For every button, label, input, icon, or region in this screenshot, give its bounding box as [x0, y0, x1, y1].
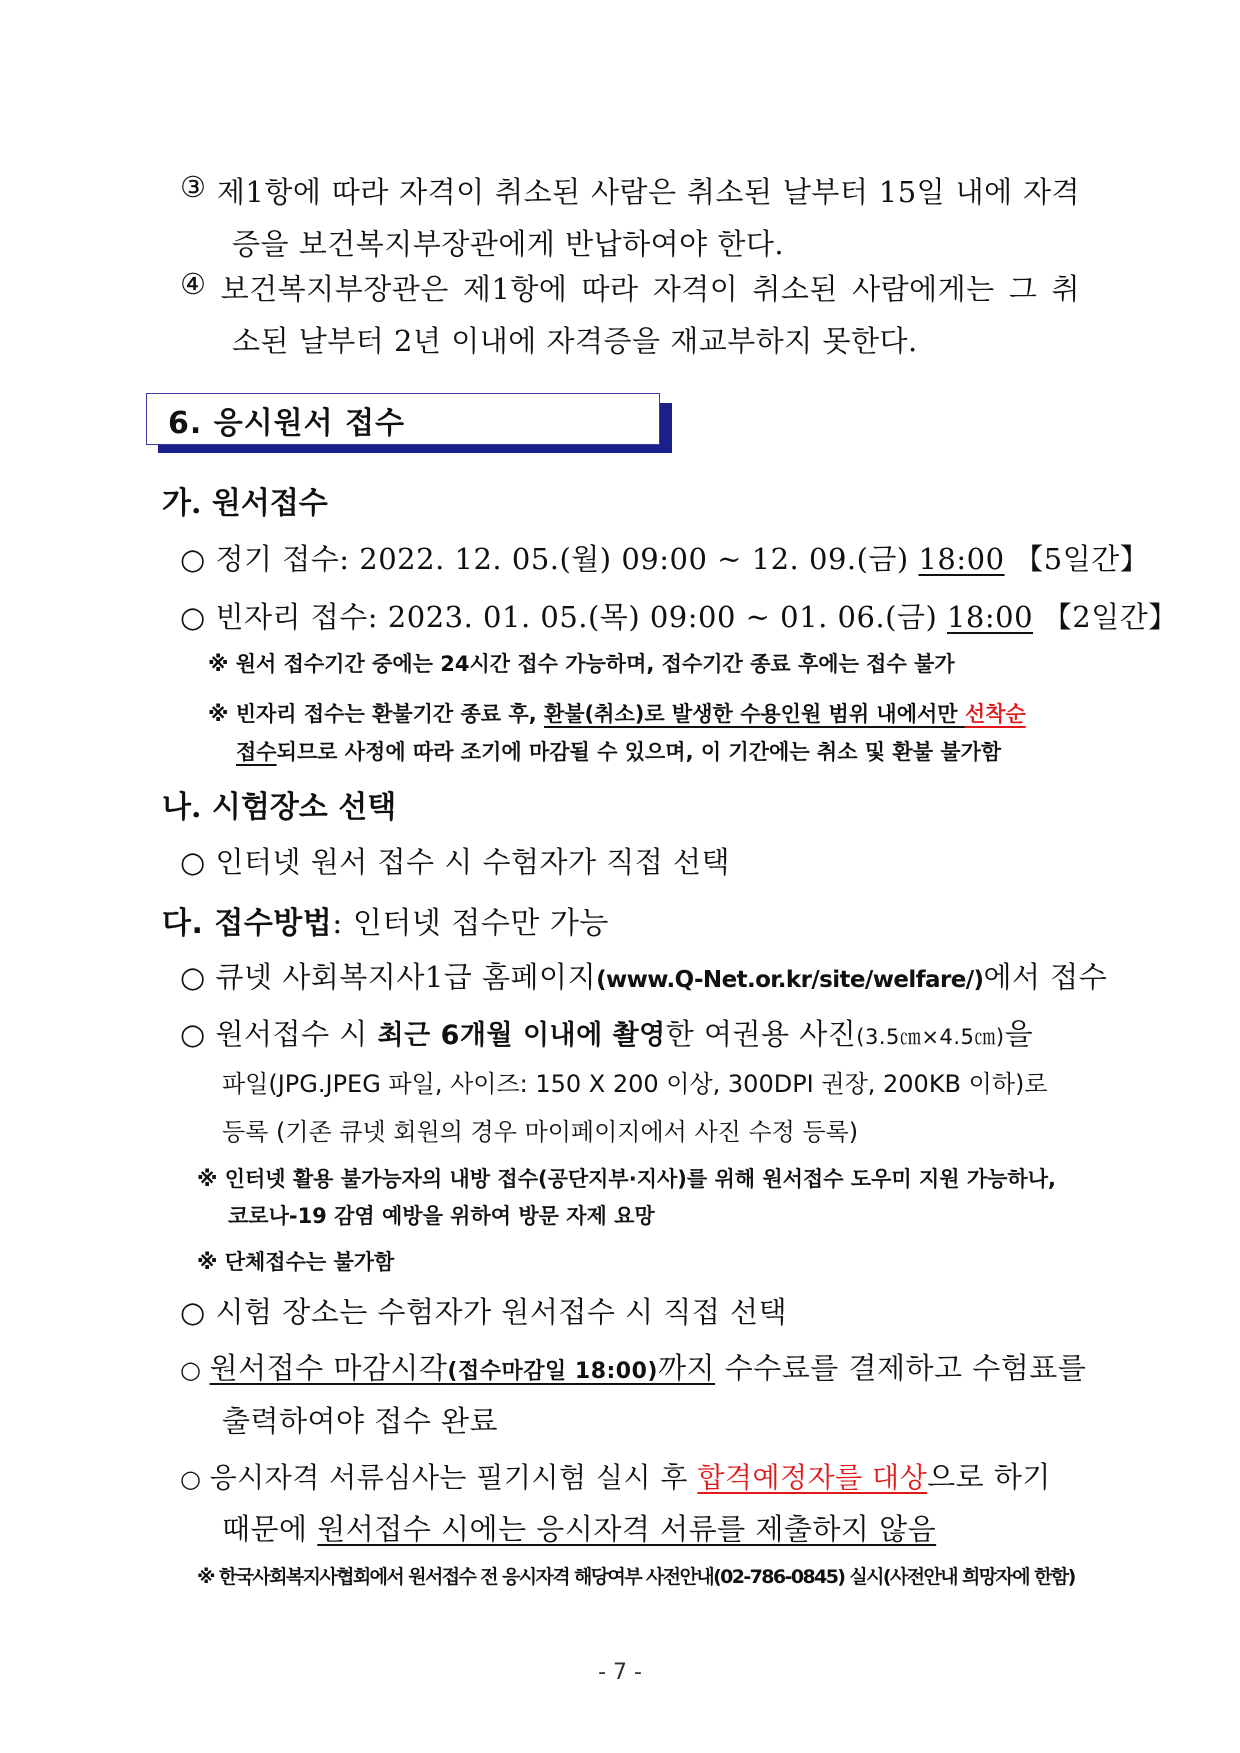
deadline-text: [210, 1351, 715, 1385]
clause-word: 사람에게는: [852, 272, 995, 306]
note-vacancy-refund-text: 환불(취소)로 발생한 수용인원 범위 내에서만: [543, 702, 965, 726]
clause-word: 그: [1008, 272, 1038, 306]
note-vacancy-text: ※ 빈자리 접수는 환불기간 종료 후,: [208, 702, 544, 726]
deadline-label: 원서접수 마감시각: [209, 1351, 448, 1385]
clause-word: 따라: [581, 272, 639, 306]
note-vacancy-line-2: [236, 736, 1001, 766]
review-item-line-2: [222, 1507, 936, 1548]
regular-period: [180, 537, 1149, 578]
photo-item-line-3: 등록 (기존 큐넷 회원의 경우 마이페이지에서 사진 수정 등록): [222, 1118, 859, 1146]
deadline-text-end: 수수료를 결제하고 수험표를: [715, 1351, 1087, 1385]
deadline-time: (접수마감일 18:00): [447, 1359, 658, 1384]
clause-word: 취소된: [752, 272, 838, 306]
note-vacancy-accept: 접수: [236, 740, 277, 764]
regular-duration: 【5일간】: [1004, 542, 1150, 576]
review-target: 합격예정자를 대상: [697, 1461, 928, 1494]
clause-3-line-1: [180, 170, 1080, 211]
photo-item-line-2: 파일(JPG.JPEG 파일, 사이즈: 150 X 200 이상, 300DPI 권장, 200KB 이하)로: [222, 1070, 1048, 1098]
heading-da-rest: : 인터넷 접수만 가능: [332, 906, 609, 941]
regular-period-text: ○ 정기 접수: 2022. 12. 05.(월) 09:00 ~ 12. 09.(금): [180, 542, 919, 576]
note-vacancy-first-come: 선착순: [964, 702, 1026, 726]
photo-recent: 최근 6개월 이내에 촬영: [377, 1020, 666, 1051]
note-association: ※ 한국사회복지사협회에서 원서접수 전 응시자격 해당여부 사전안내(02-786-0845) 실시(사전안내 희망자에 한함): [197, 1566, 1075, 1588]
photo-text: ○ 원서접수 시: [180, 1017, 378, 1051]
place-selection-item: ○ 인터넷 원서 접수 시 수험자가 직접 선택: [180, 845, 731, 879]
clause-word: 날부터: [782, 175, 869, 209]
clause-word: ③: [180, 170, 207, 204]
vacancy-period-text: ○ 빈자리 접수: 2023. 01. 05.(목) 09:00 ~ 01. 06.(금): [180, 600, 947, 634]
clause-word: 자격: [1022, 175, 1080, 209]
deadline-until: 까지: [657, 1351, 716, 1385]
clause-word: 15일: [878, 175, 946, 209]
note-vacancy-rest: 되므로 사정에 따라 조기에 마감될 수 있으며, 이 기간에는 취소 및 환불 불가함: [276, 740, 1002, 764]
heading-da-title: 다. 접수방법: [162, 906, 333, 941]
heading-da: [162, 898, 609, 942]
clause-4-line-2: 소된 날부터 2년 이내에 자격증을 재교부하지 못한다.: [232, 324, 918, 358]
photo-item-line-1: [180, 1012, 1033, 1053]
note-visit-line-2: 코로나-19 감염 예방을 위하여 방문 자제 요망: [228, 1204, 655, 1228]
note-24h: ※ 원서 접수기간 중에는 24시간 접수 가능하며, 접수기간 종료 후에는 접수 불가: [208, 652, 955, 676]
regular-deadline-time: 18:00: [918, 542, 1005, 576]
clause-3-line-2: 증을 보건복지부장관에게 반납하여야 한다.: [232, 227, 785, 261]
page-number: - 7 -: [598, 1660, 642, 1685]
qnet-text: ○ 큐넷 사회복지사1급 홈페이지: [180, 960, 597, 994]
clause-word: 자격이: [399, 175, 485, 209]
section-box-shadow-bottom: [158, 445, 672, 453]
qnet-text-end: 에서 접수: [983, 960, 1108, 994]
review-line-2-prefix: 때문에: [222, 1512, 318, 1546]
section-title: 6. 응시원서 접수: [168, 406, 406, 441]
note-vacancy-line-1: [208, 698, 1026, 728]
bullet: ○: [180, 1465, 210, 1493]
clause-word: 제1항에: [216, 175, 322, 209]
exam-place-item: ○ 시험 장소는 수험자가 원서접수 시 직접 선택: [180, 1295, 788, 1329]
note-group: ※ 단체접수는 불가함: [197, 1250, 395, 1274]
review-text: 응시자격 서류심사는 필기시험 실시 후: [209, 1461, 698, 1494]
clause-word: 제1항에: [462, 272, 568, 306]
photo-size: (3.5㎝×4.5㎝): [856, 1025, 1005, 1049]
clause-word: 보건복지부장관은: [220, 272, 449, 306]
deadline-item-line-1: [180, 1346, 1086, 1387]
photo-passport: 한 여권용 사진: [665, 1017, 857, 1051]
deadline-item-line-2: 출력하여야 접수 완료: [222, 1404, 499, 1438]
review-no-docs: 원서접수 시에는 응시자격 서류를 제출하지 않음: [317, 1512, 937, 1546]
note-visit-line-1: ※ 인터넷 활용 불가능자의 내방 접수(공단지부·지사)를 위해 원서접수 도우미 지원 가능하나,: [197, 1167, 1056, 1191]
qnet-url: (www.Q-Net.or.kr/site/welfare/): [596, 967, 984, 993]
clause-word: 취소된: [495, 175, 581, 209]
vacancy-period: [180, 595, 1178, 636]
clause-word: 따라: [331, 175, 389, 209]
clause-word: ④: [180, 267, 207, 301]
clause-word: 취소된: [686, 175, 773, 209]
heading-ga: 가. 원서접수: [162, 486, 328, 521]
vacancy-duration: 【2일간】: [1033, 600, 1178, 634]
bullet: ○: [180, 1356, 210, 1384]
clause-word: 내에: [955, 175, 1013, 209]
review-item-line-1: [180, 1455, 1051, 1496]
vacancy-deadline-time: 18:00: [946, 600, 1034, 634]
qnet-item: [180, 955, 1107, 996]
heading-na: 나. 시험장소 선택: [162, 790, 397, 825]
clause-word: 취: [1051, 272, 1080, 306]
photo-text-end: 을: [1004, 1017, 1034, 1051]
review-text-end: 으로 하기: [927, 1460, 1051, 1494]
clause-word: 자격이: [652, 272, 739, 306]
clause-4-line-1: [180, 267, 1080, 308]
clause-word: 사람은: [591, 175, 677, 209]
